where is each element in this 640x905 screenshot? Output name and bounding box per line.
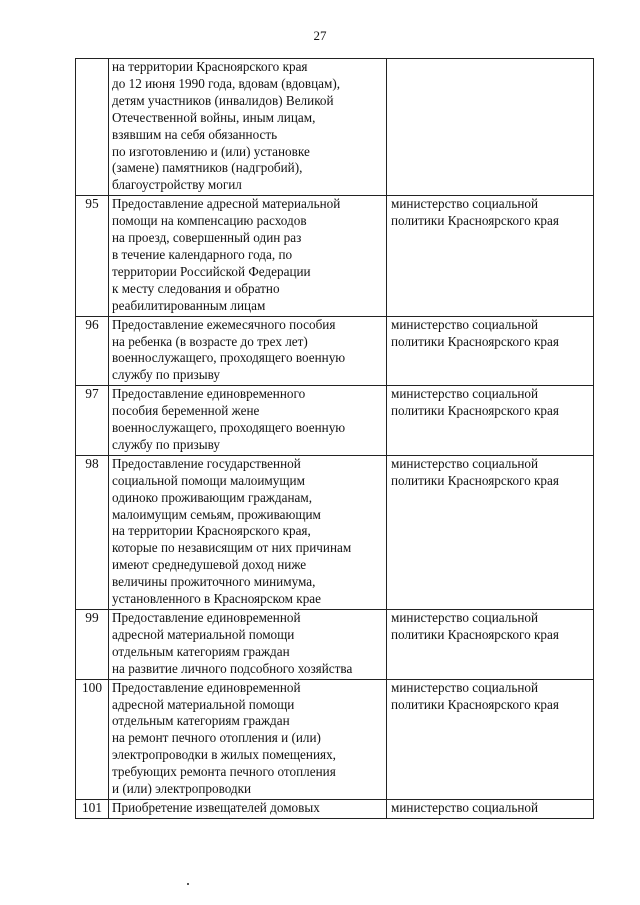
responsible-body-line: министерство социальной	[391, 610, 539, 625]
service-name-line: военнослужащего, проходящего военную	[112, 420, 346, 436]
table-row	[76, 196, 594, 316]
responsible-body-cell	[387, 316, 594, 386]
responsible-body-line: министерство социальной	[391, 316, 539, 332]
service-name-line: помощи на компенсацию расходов	[112, 213, 307, 229]
row-number-cell: 98	[76, 455, 109, 609]
service-name-line: на развитие личного подсобного хозяйства	[112, 660, 353, 676]
service-name-line: на территории Красноярского края	[112, 59, 308, 74]
service-name-line: Предоставление единовременной	[112, 610, 301, 625]
service-name-line: военнослужащего, проходящего военную	[112, 350, 346, 366]
service-name-cell	[109, 610, 387, 680]
service-name-cell	[109, 316, 387, 386]
page-number: 27	[313, 28, 327, 43]
service-name-line: электропроводки в жилых помещениях,	[112, 747, 336, 763]
table-row	[76, 679, 594, 799]
service-name-line: по изготовлению и (или) установке	[112, 143, 310, 159]
service-name-line: Предоставление единовременного	[112, 386, 306, 402]
row-number-cell: 101	[76, 799, 109, 818]
service-name-line: Отечественной войны, иным лицам,	[112, 109, 316, 125]
service-name-line: до 12 июня 1990 года, вдовам (вдовцам),	[112, 75, 341, 91]
service-name-line: взявшим на себя обязанность	[112, 126, 278, 142]
service-name-line: благоустройству могил	[112, 177, 242, 193]
row-number-cell: 95	[76, 196, 109, 316]
service-name-line: Предоставление государственной	[112, 455, 301, 471]
service-name-line: Предоставление ежемесячного пособия	[112, 316, 336, 332]
responsible-body-line: политики Красноярского края	[391, 333, 559, 349]
responsible-body-line: министерство социальной	[391, 679, 539, 695]
service-name-line: (замене) памятников (надгробий),	[112, 160, 303, 176]
responsible-body-line: политики Красноярского края	[391, 696, 559, 712]
service-name-cell	[109, 386, 387, 456]
services-table	[75, 58, 594, 819]
service-name-line: адресной материальной помощи	[112, 626, 295, 642]
table-row-truncated	[76, 799, 594, 818]
table-row	[76, 59, 594, 196]
responsible-body-line: министерство социальной	[391, 196, 539, 212]
responsible-body-cell	[387, 196, 594, 316]
table-row	[76, 610, 594, 680]
service-name-line: одиноко проживающим гражданам,	[112, 489, 313, 505]
service-name-line: детям участников (инвалидов) Великой	[112, 92, 334, 108]
service-name-line: на проезд, совершенный один раз	[112, 230, 302, 246]
service-name-line: пособия беременной жене	[112, 403, 260, 419]
service-name-line: к месту следования и обратно	[112, 280, 280, 296]
row-number-cell	[76, 59, 109, 196]
table-row	[76, 316, 594, 386]
service-name-line: адресной материальной помощи	[112, 696, 295, 712]
responsible-body-line: политики Красноярского края	[391, 626, 559, 642]
service-name-line: территории Российской Федерации	[112, 263, 311, 279]
service-name-line: Приобретение извещателей домовых	[112, 799, 320, 815]
responsible-body-cell	[387, 59, 594, 196]
row-number-cell: 100	[76, 679, 109, 799]
service-name-cell	[109, 59, 387, 196]
row-number-cell: 99	[76, 610, 109, 680]
row-number-cell: 97	[76, 386, 109, 456]
service-name-line: службу по призыву	[112, 436, 220, 452]
service-name-line: величины прожиточного минимума,	[112, 574, 316, 590]
responsible-body-line: министерство социальной	[391, 386, 539, 402]
service-name-line: имеют среднедушевой доход ниже	[112, 557, 307, 573]
service-name-line: в течение календарного года, по	[112, 246, 293, 262]
service-name-line: отдельным категориям граждан	[112, 643, 290, 659]
service-name-line: и (или) электропроводки	[112, 781, 252, 797]
service-name-line: реабилитированным лицам	[112, 297, 266, 313]
responsible-body-line: министерство социальной	[391, 455, 539, 471]
responsible-body-line: политики Красноярского края	[391, 403, 559, 419]
service-name-line: отдельным категориям граждан	[112, 713, 290, 729]
service-name-cell	[109, 799, 387, 818]
service-name-line: Предоставление адресной материальной	[112, 196, 341, 212]
service-name-line: службу по призыву	[112, 367, 220, 383]
row-number-cell: 96	[76, 316, 109, 386]
responsible-body-line: министерство социальной	[391, 799, 539, 815]
service-name-cell	[109, 679, 387, 799]
responsible-body-cell	[387, 799, 594, 818]
scan-speck	[187, 883, 189, 885]
service-name-line: установленного в Красноярском крае	[112, 591, 322, 607]
service-name-cell	[109, 455, 387, 609]
service-name-line: на территории Красноярского края,	[112, 523, 311, 539]
table-row	[76, 455, 594, 609]
responsible-body-cell	[387, 386, 594, 456]
responsible-body-cell	[387, 455, 594, 609]
service-name-line: социальной помощи малоимущим	[112, 472, 305, 488]
service-name-line: на ремонт печного отопления и (или)	[112, 730, 321, 746]
responsible-body-line: политики Красноярского края	[391, 213, 559, 229]
service-name-line: малоимущим семьям, проживающим	[112, 506, 321, 522]
service-name-line: требующих ремонта печного отопления	[112, 764, 336, 780]
responsible-body-cell	[387, 679, 594, 799]
responsible-body-line: политики Красноярского края	[391, 472, 559, 488]
service-name-cell	[109, 196, 387, 316]
service-name-line: которые по независящим от них причинам	[112, 540, 352, 556]
service-name-line: на ребенка (в возрасте до трех лет)	[112, 333, 308, 349]
service-name-line: Предоставление единовременной	[112, 679, 301, 695]
table-row	[76, 386, 594, 456]
services-table-body	[76, 59, 594, 819]
responsible-body-cell	[387, 610, 594, 680]
